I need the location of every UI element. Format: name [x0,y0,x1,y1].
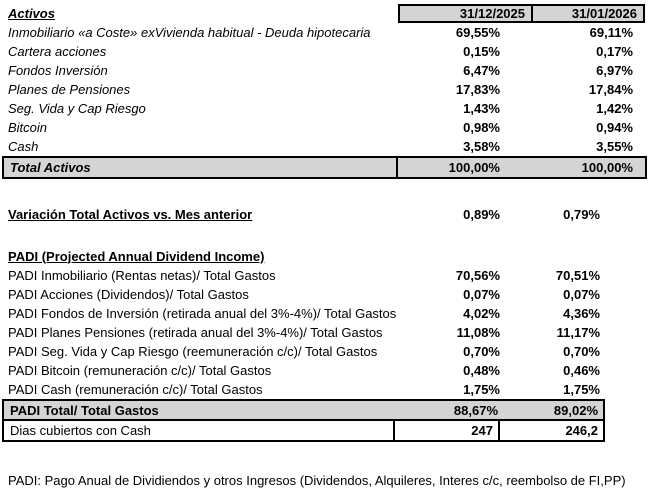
padi-row-cash [2,380,671,399]
variacion-label-cell[interactable]: Variación Total Activos vs. Mes anterior [8,207,253,222]
dias-cubiertos-row [2,421,605,442]
asset-label-cell[interactable]: Inmobiliario «a Coste» exVivienda habitual - Deuda hipotecaria [8,25,371,40]
padi-total-label-cell[interactable]: PADI Total/ Total Gastos [10,402,159,418]
asset-label-cell[interactable]: Bitcoin [8,120,48,135]
asset-value-dec-cell[interactable]: 17,83% [455,82,500,97]
padi-value-dec-cell[interactable]: 11,08% [456,325,500,340]
asset-row-bitcoin [2,118,671,137]
variacion-value-dec-cell[interactable]: 0,89% [463,207,500,222]
asset-value-dec-cell[interactable]: 69,55% [455,25,500,40]
padi-value-dec-cell[interactable]: 70,56% [455,268,500,283]
total-activos-value-dec-cell[interactable]: 100,00% [448,160,500,175]
padi-total-value-dec-cell[interactable]: 88,67% [453,402,498,418]
activos-title-cell[interactable]: Activos [8,6,55,21]
asset-label-cell[interactable]: Cartera acciones [8,44,107,59]
asset-value-jan-cell[interactable]: 17,84% [588,82,633,97]
asset-label-cell[interactable]: Seg. Vida y Cap Riesgo [8,101,146,116]
asset-value-dec-cell[interactable]: 3,58% [463,139,500,154]
padi-row-inmobiliario [2,266,671,285]
padi-value-dec-cell[interactable]: 0,48% [463,363,500,378]
asset-value-jan-cell[interactable]: 0,94% [596,120,633,135]
asset-label-cell[interactable]: Fondos Inversión [8,63,108,78]
asset-value-dec-cell[interactable]: 6,47% [463,63,500,78]
padi-footnote: PADI: Pago Anual de Dividiendos y otros Ingresos (Dividendos, Alquileres, Interes c/c, reembolso de FI,PP) [8,473,626,488]
padi-value-jan-cell[interactable]: 70,51% [555,268,600,283]
padi-total-value-jan-cell[interactable]: 89,02% [553,402,598,418]
asset-row-seg-vida [2,99,671,118]
variacion-row [2,205,671,224]
asset-value-jan-cell[interactable]: 0,17% [596,44,633,59]
asset-value-dec-cell[interactable]: 1,43% [463,101,500,116]
padi-total-row [2,399,605,421]
padi-value-dec-cell[interactable]: 0,70% [463,344,500,359]
asset-value-dec-cell[interactable]: 0,98% [463,120,500,135]
total-activos-label-cell[interactable]: Total Activos [4,158,398,177]
padi-title-row [2,246,671,266]
col-header-jan-2026[interactable]: 31/01/2026 [531,4,645,23]
padi-row-fondos [2,304,671,323]
padi-label-cell[interactable]: PADI Planes Pensiones (retirada anual del 3%-4%)/ Total Gastos [8,325,383,340]
asset-value-jan-cell[interactable]: 3,55% [596,139,633,154]
padi-value-jan-cell[interactable]: 0,07% [563,287,600,302]
total-activos-row [2,156,647,179]
dias-label-cell[interactable]: Dias cubiertos con Cash [4,421,395,440]
asset-value-jan-cell[interactable]: 6,97% [596,63,633,78]
padi-row-planes [2,323,671,342]
asset-row-fondos-inversion [2,61,671,80]
asset-row-cash [2,137,671,156]
asset-value-jan-cell[interactable]: 1,42% [596,101,633,116]
padi-row-seg-vida [2,342,671,361]
asset-row-inmobiliario [2,23,671,42]
asset-value-jan-cell[interactable]: 69,11% [589,25,633,40]
spacer [0,224,671,246]
padi-label-cell[interactable]: PADI Cash (remuneración c/c)/ Total Gastos [8,382,263,397]
padi-value-jan-cell[interactable]: 1,75% [563,382,600,397]
padi-label-cell[interactable]: PADI Bitcoin (remuneración c/c)/ Total Gastos [8,363,272,378]
dias-value-jan-cell[interactable]: 246,2 [565,423,598,438]
padi-label-cell[interactable]: PADI Inmobiliario (Rentas netas)/ Total Gastos [8,268,276,283]
col-header-dec-2025[interactable]: 31/12/2025 [398,4,533,23]
padi-label-cell[interactable]: PADI Fondos de Inversión (retirada anual del 3%-4%)/ Total Gastos [8,306,397,321]
asset-label-cell[interactable]: Planes de Pensiones [8,82,131,97]
padi-value-dec-cell[interactable]: 4,02% [463,306,500,321]
asset-value-dec-cell[interactable]: 0,15% [463,44,500,59]
padi-value-dec-cell[interactable]: 1,75% [463,382,500,397]
padi-value-jan-cell[interactable]: 0,46% [563,363,600,378]
padi-row-acciones [2,285,671,304]
asset-row-cartera-acciones [2,42,671,61]
padi-value-jan-cell[interactable]: 4,36% [563,306,600,321]
padi-value-jan-cell[interactable]: 11,17% [556,325,600,340]
asset-row-planes-pensiones [2,80,671,99]
padi-title-cell[interactable]: PADI (Projected Annual Dividend Income) [8,248,265,264]
activos-header-row [2,4,671,23]
padi-value-jan-cell[interactable]: 0,70% [563,344,600,359]
total-activos-value-jan-cell[interactable]: 100,00% [581,160,633,175]
padi-value-dec-cell[interactable]: 0,07% [463,287,500,302]
dias-value-dec-cell[interactable]: 247 [395,421,500,440]
asset-label-cell[interactable]: Cash [8,139,39,154]
spacer [0,179,671,205]
padi-label-cell[interactable]: PADI Acciones (Dividendos)/ Total Gastos [8,287,249,302]
padi-label-cell[interactable]: PADI Seg. Vida y Cap Riesgo (reemuneración c/c)/ Total Gastos [8,344,378,359]
padi-row-bitcoin [2,361,671,380]
variacion-value-jan-cell[interactable]: 0,79% [563,207,600,222]
